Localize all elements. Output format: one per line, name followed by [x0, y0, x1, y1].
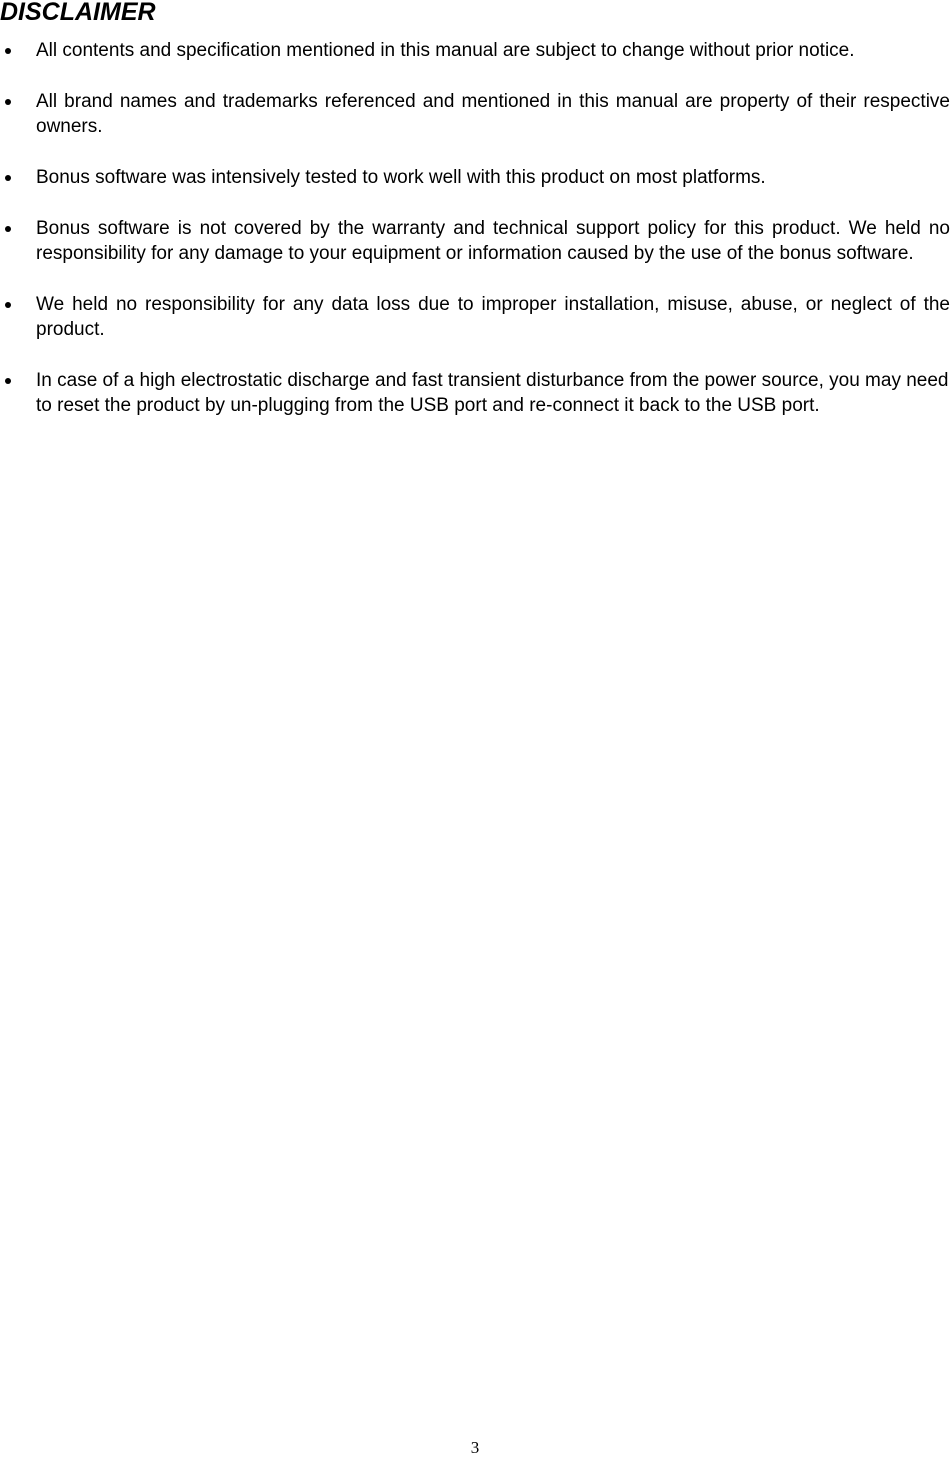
page-number: 3	[470, 1438, 480, 1457]
list-item-text: Bonus software was intensively tested to work well with this product on most platforms.	[36, 167, 766, 188]
bullet-icon	[5, 99, 11, 105]
bullet-icon	[5, 226, 11, 232]
list-item-text: In case of a high electrostatic discharge and fast transient disturbance from the power source, you may need to reset the product by un-plugging from the USB port and re-connect it back to the USB port.	[36, 370, 949, 416]
bullet-icon	[5, 378, 11, 384]
list-item	[0, 38, 950, 63]
list-item-text: Bonus software is not covered by the warranty and technical support policy for this product. We held no responsibility for any damage to your equipment or information caused by the use of the bonus software.	[36, 218, 950, 264]
list-item	[0, 292, 950, 342]
list-item	[0, 165, 950, 190]
bullet-icon	[5, 175, 11, 181]
page-title: DISCLAIMER	[0, 0, 156, 26]
list-item	[0, 89, 950, 139]
list-item-text: All brand names and trademarks referenced and mentioned in this manual are property of their respective owners.	[36, 91, 950, 137]
list-item-text: We held no responsibility for any data loss due to improper installation, misuse, abuse, or neglect of the product.	[36, 294, 950, 340]
list-item	[0, 216, 950, 266]
list-item-text: All contents and specification mentioned in this manual are subject to change without prior notice.	[36, 40, 855, 61]
disclaimer-list	[0, 38, 950, 444]
bullet-icon	[5, 48, 11, 54]
bullet-icon	[5, 302, 11, 308]
list-item	[0, 368, 950, 418]
